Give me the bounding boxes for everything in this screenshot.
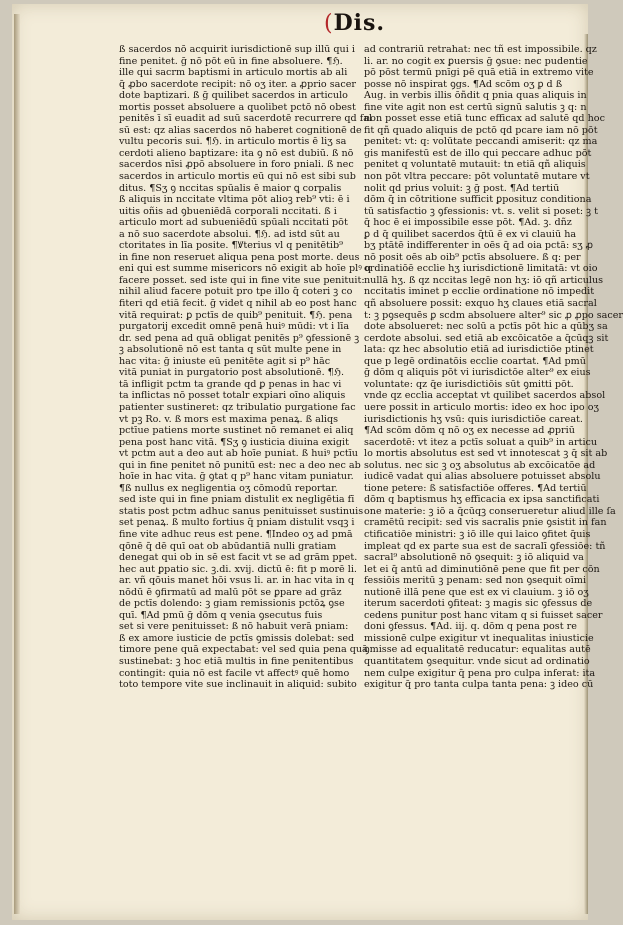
text-line: tū satisfactio ꝫ ꝯfessionis: vt. s. velit si poset: ꝫ t bbox=[364, 205, 598, 217]
text-line: doni ꝯfessus. ¶Ad. iij. q. dōm q pena post re bbox=[364, 621, 577, 633]
text-line: sacerdotē: vt itez a pctīs soluat a quib⁹ in articu bbox=[364, 436, 598, 448]
text-line: nutionē illā pene que est ex vi clauium. ꝫ iō oʒ bbox=[364, 586, 589, 598]
text-line: vitā requirat: ꝑ pctīs de quib⁹ penituit. ¶ℌ. pena bbox=[119, 309, 353, 321]
text-line: dōm q baptismus hʒ efficacia ex ipsa sanctificati bbox=[364, 494, 600, 506]
text-line: sed iste qui in fine pniam distulit ex negligētia fī bbox=[119, 494, 355, 506]
text-line: fine penitet. ḡ nō pōt eū in fine absoluere. ¶ℌ. bbox=[119, 55, 343, 67]
text-line: cramētū recipit: sed vis sacralis pnie ꝯsistit in fan bbox=[364, 517, 607, 529]
text-line: nihil aliud facere potuit pro tpe illo q̄ coteri ꝫ co bbox=[119, 286, 353, 298]
text-line: nō posit oēs ab oib⁹ pctīs absoluere. ß q: per bbox=[364, 251, 581, 263]
text-line: hoīe in hac vita. ḡ ꝯtat q p⁹ hanc vitam puniatur. bbox=[119, 471, 354, 483]
text-line: quī. ¶Ad pmū ḡ dōm q venia ꝯsecutus fuis bbox=[119, 609, 323, 621]
text-line: nem culpe exigitur q̄ pena pro culpa inferat: ita bbox=[364, 667, 596, 679]
text-line: quantitatem ꝯsequitur. vnde sicut ad ordinatio bbox=[364, 655, 590, 667]
text-line: ctoritates in līa posite. ¶Ꝟterius vl q penitētib⁹ bbox=[119, 240, 343, 252]
text-line: one materie: ꝫ iō a q̄cūqꝫ conserueretur aliud ille ſa bbox=[364, 505, 616, 517]
text-line: denegat qui ob in sē est facit vt se ad grām ppet. bbox=[119, 552, 358, 564]
page-binding-edge bbox=[14, 14, 20, 914]
text-line: ille qui sacrm baptismi in articulo mortis ab ali bbox=[119, 67, 348, 79]
right-text-column bbox=[364, 44, 623, 691]
text-line: fit qñ quado aliquis de pctō qd pcare iam nō pōt bbox=[364, 124, 598, 136]
running-header bbox=[324, 10, 385, 36]
text-line: vt pꝫ Ro. v. ß mors est maxima penaꝝ. ß aliqs bbox=[119, 413, 339, 425]
text-line: vitā puniat in purgatorio post absolutionē. ¶ℌ. bbox=[119, 367, 345, 379]
text-line: ditus. ¶Sʒ ꝯ nccitas spūalis ē maior ꝗ corpalis bbox=[119, 182, 342, 194]
text-line: dr. sed pena ad quā obligat penitēs p⁹ ꝯfessionē ꝫ bbox=[119, 332, 360, 344]
text-line: nolit qd prius voluit: ꝫ ḡ post. ¶Ad tertiū bbox=[364, 182, 560, 194]
header-title: Dis. bbox=[333, 10, 386, 36]
text-line: iudicē vadat qui alias absoluere potuisset absolu bbox=[364, 471, 601, 483]
text-line: ḡ dōm q aliquis pōt vi iurisdictōe alter⁹ ex eius bbox=[364, 367, 591, 379]
text-line: purgatorij excedit omnē penā huiꝰ mūdi: vt i līa bbox=[119, 321, 350, 333]
text-line: non pōt vltra peccare: pōt voluntatē mutare vt bbox=[364, 171, 590, 183]
text-line: lata: qz hec absolutio etiā ad iurisdictiōe ptinet bbox=[364, 344, 594, 356]
text-line: ctificatiōe ministri: ꝫ iō ille qui laico ꝯfitet q̄uis bbox=[364, 528, 591, 540]
text-line: ß ex amore iusticie de pctīs ꝯmissis dolebat: sed bbox=[119, 632, 355, 644]
text-line: vt pctm aut a deo aut ab hoīe puniat. ß huiꝰ pctīu bbox=[119, 448, 358, 460]
text-line: pctīue patiens morte sustinet nō remanet ei aliq bbox=[119, 425, 354, 437]
text-line: ¶Ad scōm dōm q nō oʒ ex necesse ad ꝓpriū bbox=[364, 425, 575, 437]
text-line: ꝑ d q̄ quilibet sacerdos q̄tū ē ex vi clauiū ha bbox=[364, 228, 577, 240]
text-line: cerdoti alieno baptizare: ita ꝯ nō est dubiū. ß nō bbox=[119, 147, 354, 159]
text-line: iterum sacerdoti ꝯfiteat: ꝫ magis sic ꝯfessus de bbox=[364, 598, 593, 610]
text-line: qñ absoluere possit: exquo hʒ claues etiā sacral bbox=[364, 298, 597, 310]
text-line: li. ar. no cogit ex ꝑuersis ḡ ꝯsue: nec pudentie bbox=[364, 55, 588, 67]
text-line: dote baptizari. ß ḡ quilibet sacerdos in articulo bbox=[119, 90, 348, 102]
text-line: exigitur q̄ pro tanta culpa tanta pena: ꝫ ideo cū bbox=[364, 679, 594, 691]
text-line: Aug. in verbis illis ōñdit q pnia quas aliquis in bbox=[364, 90, 587, 102]
text-line: ordinatiōē ecclie hʒ iurisdictionē limitatā: vt oio bbox=[364, 263, 598, 275]
text-line: sacerdos in articulo mortis eū qui nō est sibi sub bbox=[119, 171, 356, 183]
text-line: mortis posset absoluere a quolibet pctō nō obest bbox=[119, 101, 356, 113]
text-line: vnde qz ecclia acceptat vt quilibet sacerdos absol bbox=[364, 390, 606, 402]
text-line: hec aut ꝑpatio sic. ꝫ.di. xvij. dictū ē: fit p morē li. bbox=[119, 563, 357, 575]
text-line: sacral⁹ absolutionē nō ꝯsequit: ꝫ iō aliquid va bbox=[364, 552, 584, 564]
text-line: articulo mort ad subueniēdū spūali nccitati pōt bbox=[119, 217, 348, 229]
text-line: bʒ ptātē indifferenter in oēs q̄ ad oia pctā: sʒ ꝓ bbox=[364, 240, 594, 252]
text-line: ꝫ absolutionē nō est tanta q sūt multe pene in bbox=[119, 344, 342, 356]
text-line: ß sacerdos nō acquirit iurisdictionē sup illū qui i bbox=[119, 44, 355, 55]
text-line: iurisdictionis hʒ vsū: quis iurisdictiōe careat. bbox=[364, 413, 583, 425]
text-line: cedens punitur post hanc vitam q si fuisset sacer bbox=[364, 609, 603, 621]
text-line: solutus. nec sic ꝫ oʒ absolutus ab excōicatōe ad bbox=[364, 459, 596, 471]
text-line: ad contrariū retrahat: nec tñ est impossibile. qz bbox=[364, 44, 597, 55]
text-line: dōm q̄ in cōtritione sufficit ꝑposituz conditiona bbox=[364, 194, 592, 206]
text-line: lo mortis absolutus est sed vt innotescat ꝫ q̄ sit ab bbox=[364, 448, 608, 460]
text-line: ß aliquis in nccitate vltima pōt alioꝫ reb⁹ vti: ē i bbox=[119, 194, 350, 206]
text-line: impleat qd ex parte sua est de sacralī ꝯfessiōe: tñ bbox=[364, 540, 606, 552]
text-line: q̄ ꝓbo sacerdote recipit: nō oʒ iter. a ꝓprio sacer bbox=[119, 78, 356, 90]
text-line: posse nō inspirat ꝯgs. ¶Ad scōm oʒ ꝑ d ß bbox=[364, 78, 563, 90]
text-line: pō pōst termū pnīgi pē quā etiā in extremo vite bbox=[364, 67, 594, 79]
text-line: voluntate: qz q̄e iurisdictiōis sūt ꝯmitti pōt. bbox=[364, 378, 574, 390]
text-line: fessiōis meritū ꝫ penam: sed non ꝯsequit oīmi bbox=[364, 575, 587, 587]
manuscript-page bbox=[12, 4, 623, 920]
text-line: penitēs ī sī euadit ad suū sacerdotē recurrere qd fal bbox=[119, 113, 373, 125]
text-line: toto tempore vite sue inclinauit in aliquid: subito bbox=[119, 679, 357, 691]
text-line: non posset esse etiā tunc efficax ad salutē qd hoc bbox=[364, 113, 605, 125]
text-line: missionē culpe exigitur vt inequalitas iniusticie bbox=[364, 632, 594, 644]
text-line: facere posset. sed iste qui in fine vite sue penituit: bbox=[119, 274, 365, 286]
text-line: sacerdos nīsi ꝓpō absoluere in foro pniali. ß nec bbox=[119, 159, 354, 171]
text-line: penitet: vt: q: volūtate peccandi amiserit: qz ma bbox=[364, 136, 598, 148]
text-line: ar. vñ qōuis manet hōi vsus li. ar. in hac vita in q bbox=[119, 575, 355, 587]
text-line: patienter sustineret: qz tribulatio purgatione fac bbox=[119, 401, 356, 413]
text-line: nullā hʒ. ß qz nccitas legē non hʒ: iō qñ articulus bbox=[364, 274, 604, 286]
text-line: contingit: quia nō est facile vt affectꝰ quē homo bbox=[119, 667, 350, 679]
text-line: pena post hanc vitā. ¶Sʒ ꝯ iusticia diuina exigit bbox=[119, 436, 349, 448]
text-line: que p legē ordinatōis ecclie coartat. ¶Ad pmū bbox=[364, 355, 586, 367]
text-line: nōdū ē ꝯfirmatū ad malū pōt se ꝑpare ad grāz bbox=[119, 586, 342, 598]
text-line: dote absolueret: nec solū a pctīs pōt hic a qūbʒ sa bbox=[364, 321, 608, 333]
text-line: qōnē q̄ dē quī oat ob abūdantiā nulli gratiam bbox=[119, 540, 337, 552]
text-line: nccitatis iminet p ecclie ordinatione nō impedit bbox=[364, 286, 595, 298]
text-line: set si vere penituisset: ß nō habuit verā pniam: bbox=[119, 621, 349, 633]
text-line: gis manifestū est de illo qui peccare adhuc pōt bbox=[364, 147, 592, 159]
text-line: penitet q voluntatē mutauit: tn etiā qñ aliquis bbox=[364, 159, 586, 171]
text-line: fiteri qd etiā fecit. ḡ videt q nihil ab eo post hanc bbox=[119, 298, 357, 310]
text-line: ꝯmisse ad equalitatē reducatur: equalitas autē bbox=[364, 644, 591, 656]
text-line: sū est: qz alias sacerdos nō haberet cognitionē de bbox=[119, 124, 362, 136]
left-text-column bbox=[119, 44, 373, 691]
text-line: tā infligit pctm ta grande qd ꝑ penas in hac vi bbox=[119, 378, 342, 390]
text-line: statis post pctm adhuc sanus penituisset sustinuis bbox=[119, 505, 364, 517]
text-line: sustinebat: ꝫ hoc etiā multis in fine penitentibus bbox=[119, 655, 354, 667]
text-line: uitis oñis ad ꝯbueniēdā corporali nccitati. ß i bbox=[119, 205, 337, 217]
text-line: ¶ß nullus ex negligentia oʒ cōmodū reportar. bbox=[119, 482, 338, 494]
text-line: in fine non reseruet aliqua pena post morte. deus bbox=[119, 251, 360, 263]
text-line: let ei q̄ antū ad diminutiōnē pene que fit per cōn bbox=[364, 563, 600, 575]
text-line: hac vita: ḡ iniuste eū penitēte agit si p⁹ hāc bbox=[119, 355, 331, 367]
text-line: q̄ hoc ē ei impossibile esse pōt. ¶Ad. ꝫ. dñz bbox=[364, 217, 572, 229]
text-line: qui in fine penitet nō punitū est: nec a deo nec ab bbox=[119, 459, 361, 471]
text-line: set penaꝝ. ß multo fortius q̄ pniam distulit vsqꝫ i bbox=[119, 517, 355, 529]
text-line: fine vite agit non est certū signū salutis ꝫ q: n bbox=[364, 101, 587, 113]
text-line: uere possit in articulo mortis: ideo ex hoc ipo oʒ bbox=[364, 401, 599, 413]
text-line: fine vite adhuc reus est pene. ¶Indeo oʒ ad pmā bbox=[119, 528, 353, 540]
text-line: vultu pecoris sui. ¶ℌ. in articulo mortis ē liʒ sa bbox=[119, 136, 347, 148]
text-line: timore pene quā expectabat: vel sed quia pena quā bbox=[119, 644, 368, 656]
rubric-mark-icon: ( bbox=[324, 11, 334, 36]
text-line: cerdote absolui. sed etiā ab excōicatōe a q̄cūqꝫ sit bbox=[364, 332, 609, 344]
text-line: de pctīs dolendo: ꝫ giam remissionis pctōꝝ ꝯse bbox=[119, 598, 345, 610]
text-line: ta inflictas nō posset totalr expiari oīno aliquis bbox=[119, 390, 346, 402]
text-line: eni qui est summe misericors nō exigit ab hoīe plꝰ q bbox=[119, 263, 372, 275]
text-line: tione petere: ß satisfactiōe offeres. ¶Ad tertiū bbox=[364, 482, 587, 494]
text-line: a nō suo sacerdote absolui. ¶ℌ. ad istd sūt au bbox=[119, 228, 340, 240]
text-line: t: ꝫ pꝯsequēs ꝑ scdm absoluere alter⁹ sic ꝓ ꝓpo sacer bbox=[364, 309, 623, 321]
